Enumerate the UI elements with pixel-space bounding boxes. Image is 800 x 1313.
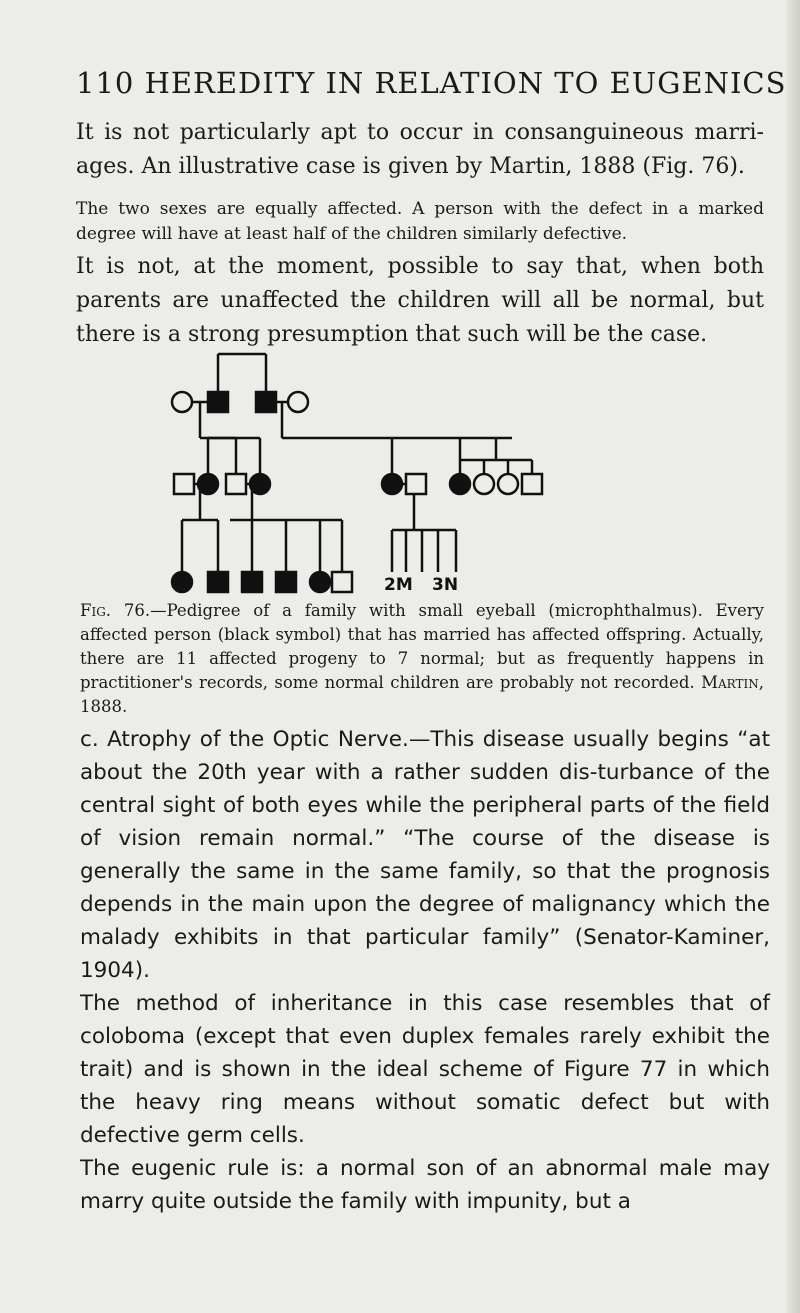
gen2-male-unaffected-4 [522, 474, 542, 494]
gen3-female-affected [172, 572, 192, 592]
body-text [80, 723, 770, 1218]
paragraph-method: The method of inheritance in this case resembles that of coloboma (except that even duplex females rarely exhibit the trait) and is shown in the ideal scheme of Figure 77 in which the heavy ring means without somatic defect but with defective germ cells. [80, 991, 770, 1148]
paragraph-eugenic-rule: The eugenic rule is: a normal son of an abnormal male may marry quite outside the family with impunity, but a [80, 1156, 770, 1214]
paragraph-presumption: It is not, at the moment, possible to say that, when both parents are unaffected the children will all be normal, but there is a strong presumption that such will be the case. [76, 254, 764, 347]
page-number: 110 [76, 66, 135, 100]
gen3-male-unaffected [332, 572, 352, 592]
section-c-paragraph [80, 723, 770, 987]
gen1-female-unaffected [172, 392, 192, 412]
gen2-male-unaffected-2 [226, 474, 246, 494]
paragraph-sexes: The two sexes are equally affected. A person with the defect in a marked degree will have at least half of the children similarly defective. [76, 199, 764, 244]
gen2-female-affected-4 [450, 474, 470, 494]
gen1-male-affected-2 [256, 392, 276, 412]
gen3-male-affected [208, 572, 228, 592]
section-c-heading: c. Atrophy of the Optic Nerve. [80, 727, 409, 752]
gen2-male-unaffected-3 [406, 474, 426, 494]
gen2-female-unaffected [474, 474, 494, 494]
figure-caption [80, 599, 764, 719]
label-2m: 2M [384, 575, 413, 595]
running-title: HEREDITY IN RELATION TO EUGENICS [144, 66, 787, 100]
running-header [76, 66, 786, 100]
gen3-female-affected-2 [310, 572, 330, 592]
paragraph-consanguineous: It is not particularly apt to occur in consanguineous marri-ages. An illustrative case is given by Martin, 1888 (Fig. 76). [76, 120, 764, 179]
pedigree-chart [160, 334, 640, 596]
gen1-female-unaffected-2 [288, 392, 308, 412]
gen2-female-unaffected-2 [498, 474, 518, 494]
caption-text: —Pedigree of a family with small eyeball (microphthalmus). Every affected person (black symbol) that has married has affected offspring. Actually, there are 11 affected progeny to 7 normal; but as frequently happens in practitioner's records, some normal children are probably not recorded. [80, 601, 764, 692]
section-c-text: —This disease usually begins “at about the 20th year with a rather sudden dis-turbance of the central sight of both eyes while the peripheral parts of the field of vision remain normal.” “The course of the disease is generally the same in the same family, so that the prognosis depends in the main upon the degree of malignancy which the malady exhibits in that particular family” (Senator-Kaminer, 1904). [80, 727, 771, 983]
gen3-male-affected-2 [242, 572, 262, 592]
caption-lead: Fig. 76. [80, 601, 151, 620]
gen3-male-affected-3 [276, 572, 296, 592]
gen2-female-affected-3 [382, 474, 402, 494]
gen2-male-unaffected [174, 474, 194, 494]
label-3n: 3N [432, 575, 459, 595]
caption-year: , 1888. [80, 673, 765, 716]
gen1-male-affected [208, 392, 228, 412]
page-edge [786, 0, 800, 1313]
caption-author: Martin [701, 673, 759, 692]
